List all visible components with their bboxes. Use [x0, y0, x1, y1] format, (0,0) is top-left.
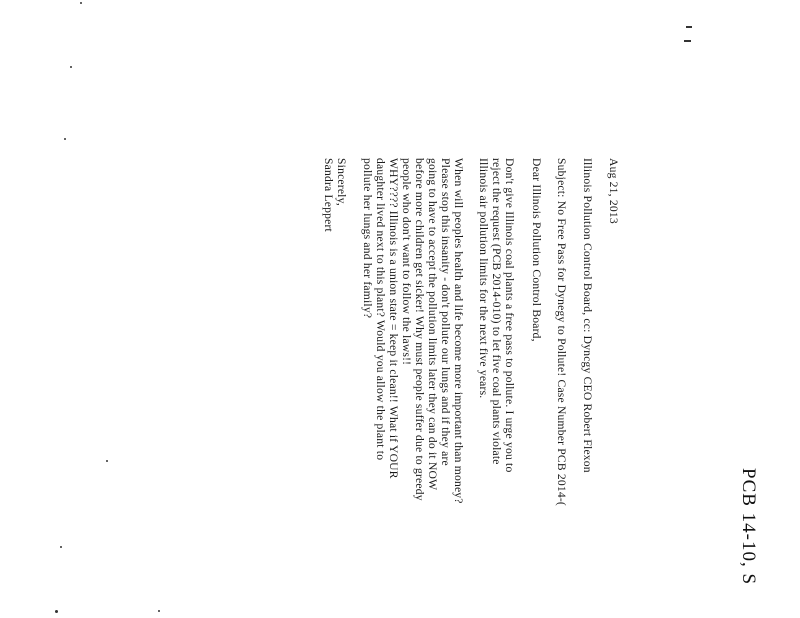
scan-speck	[55, 610, 58, 613]
letter-subject: Subject: No Free Pass for Dynegy to Pollute! Case Number PCB 2014-(	[555, 158, 568, 506]
paragraph-2-line: pollute her lungs and her family?	[361, 158, 374, 319]
paragraph-2-line: going to have to accept the pollution limits later they can do it NOW	[426, 158, 439, 491]
letter-closing: Sincerely,	[335, 158, 348, 206]
letter-salutation: Dear Illinois Pollution Control Board,	[530, 158, 543, 342]
scan-speck	[684, 40, 691, 42]
letter-signature: Sandra Leppert	[322, 158, 335, 232]
paragraph-2-line: people who don't want to follow the laws!!	[400, 158, 413, 366]
scan-speck	[70, 66, 72, 68]
case-number-stamp: PCB 14-10, S	[738, 468, 759, 586]
scan-speck	[80, 2, 82, 4]
scan-speck	[106, 460, 108, 462]
paragraph-2-line: Please stop this insanity - don't pollute our lungs and if they are	[439, 158, 452, 466]
paragraph-1-line: reject the request (PCB 2014-010) to let five coal plants violate	[490, 158, 503, 465]
letter-date: Aug 21, 2013	[607, 158, 620, 224]
scan-speck	[64, 138, 66, 140]
paragraph-1-line: Don't give Illinois coal plants a free pass to pollute. I urge you to	[503, 158, 516, 473]
paragraph-2-line: daughter lived next to this plant? Would you allow the plant to	[374, 158, 387, 461]
scan-speck	[158, 610, 160, 612]
paragraph-2-line: before more children get sicker! Why must people suffer due to greedy	[413, 158, 426, 501]
paragraph-2-line: When will peoples health and life become more important than money?	[452, 158, 465, 504]
paragraph-2-line: WHY???? Illinois is a union state = keep it clean!! What if YOUR	[387, 158, 400, 479]
paragraph-1-line: Illinois air pollution limits for the next five years.	[477, 158, 490, 399]
scan-speck	[686, 26, 692, 28]
letter-addressee: Illinois Pollution Control Board, cc: Dyncgy CEO Robert Flexon	[581, 158, 594, 473]
scan-speck	[60, 546, 62, 548]
